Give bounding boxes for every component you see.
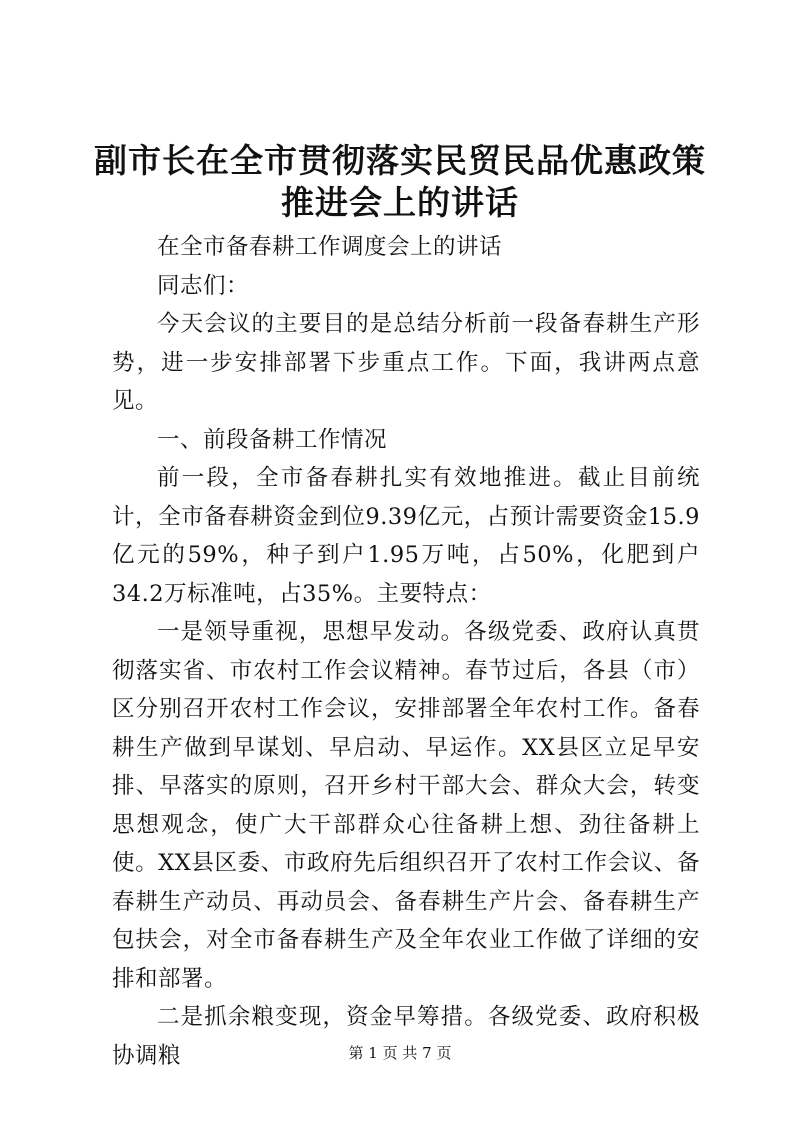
paragraph-point-one: 一是领导重视，思想早发动。各级党委、政府认真贯彻落实省、市农村工作会议精神。春节过后，各县（市）区分别召开农村工作会议，安排部署全年农村工作。备春耕生产做到早谋划、早启动、早运作。XX县区立足早安排、早落实的原则，召开乡村干部大会、群众大会，转变思想观念，使广大干部群众心往备耕上想、劲往备耕上使。XX县区委、市政府先后组织召开了农村工作会议、备春耕生产动员、再动员会、备春耕生产片会、备春耕生产包扶会，对全市备春耕生产及全年农业工作做了详细的安排和部署。 [112, 619, 700, 992]
paragraph-point-two: 二是抓余粮变现，资金早筹措。各级党委、政府积极协调粮 [112, 1004, 700, 1069]
paragraph-statistics: 前一段，全市备春耕扎实有效地推进。截止目前统计，全市备春耕资金到位9.39亿元，占预计需要资金15.9亿元的59%，种子到户1.95万吨，占50%，化肥到户34.2万标准吨，占35%。主要特点： [112, 465, 700, 607]
paragraph-intro: 今天会议的主要目的是总结分析前一段备春耕生产形势，进一步安排部署下步重点工作。下面，我讲两点意见。 [112, 311, 700, 414]
paragraph-salutation: 同志们： [157, 272, 250, 299]
document-title: 副市长在全市贯彻落实民贸民品优惠政策推进会上的讲话 [94, 141, 706, 222]
page-footer: 第 1 页 共 7 页 [348, 1044, 452, 1062]
document-body [112, 228, 700, 1075]
paragraph-subtitle: 在全市备春耕工作调度会上的讲话 [157, 234, 503, 260]
paragraph-section-heading: 一、前段备耕工作情况 [157, 426, 388, 453]
